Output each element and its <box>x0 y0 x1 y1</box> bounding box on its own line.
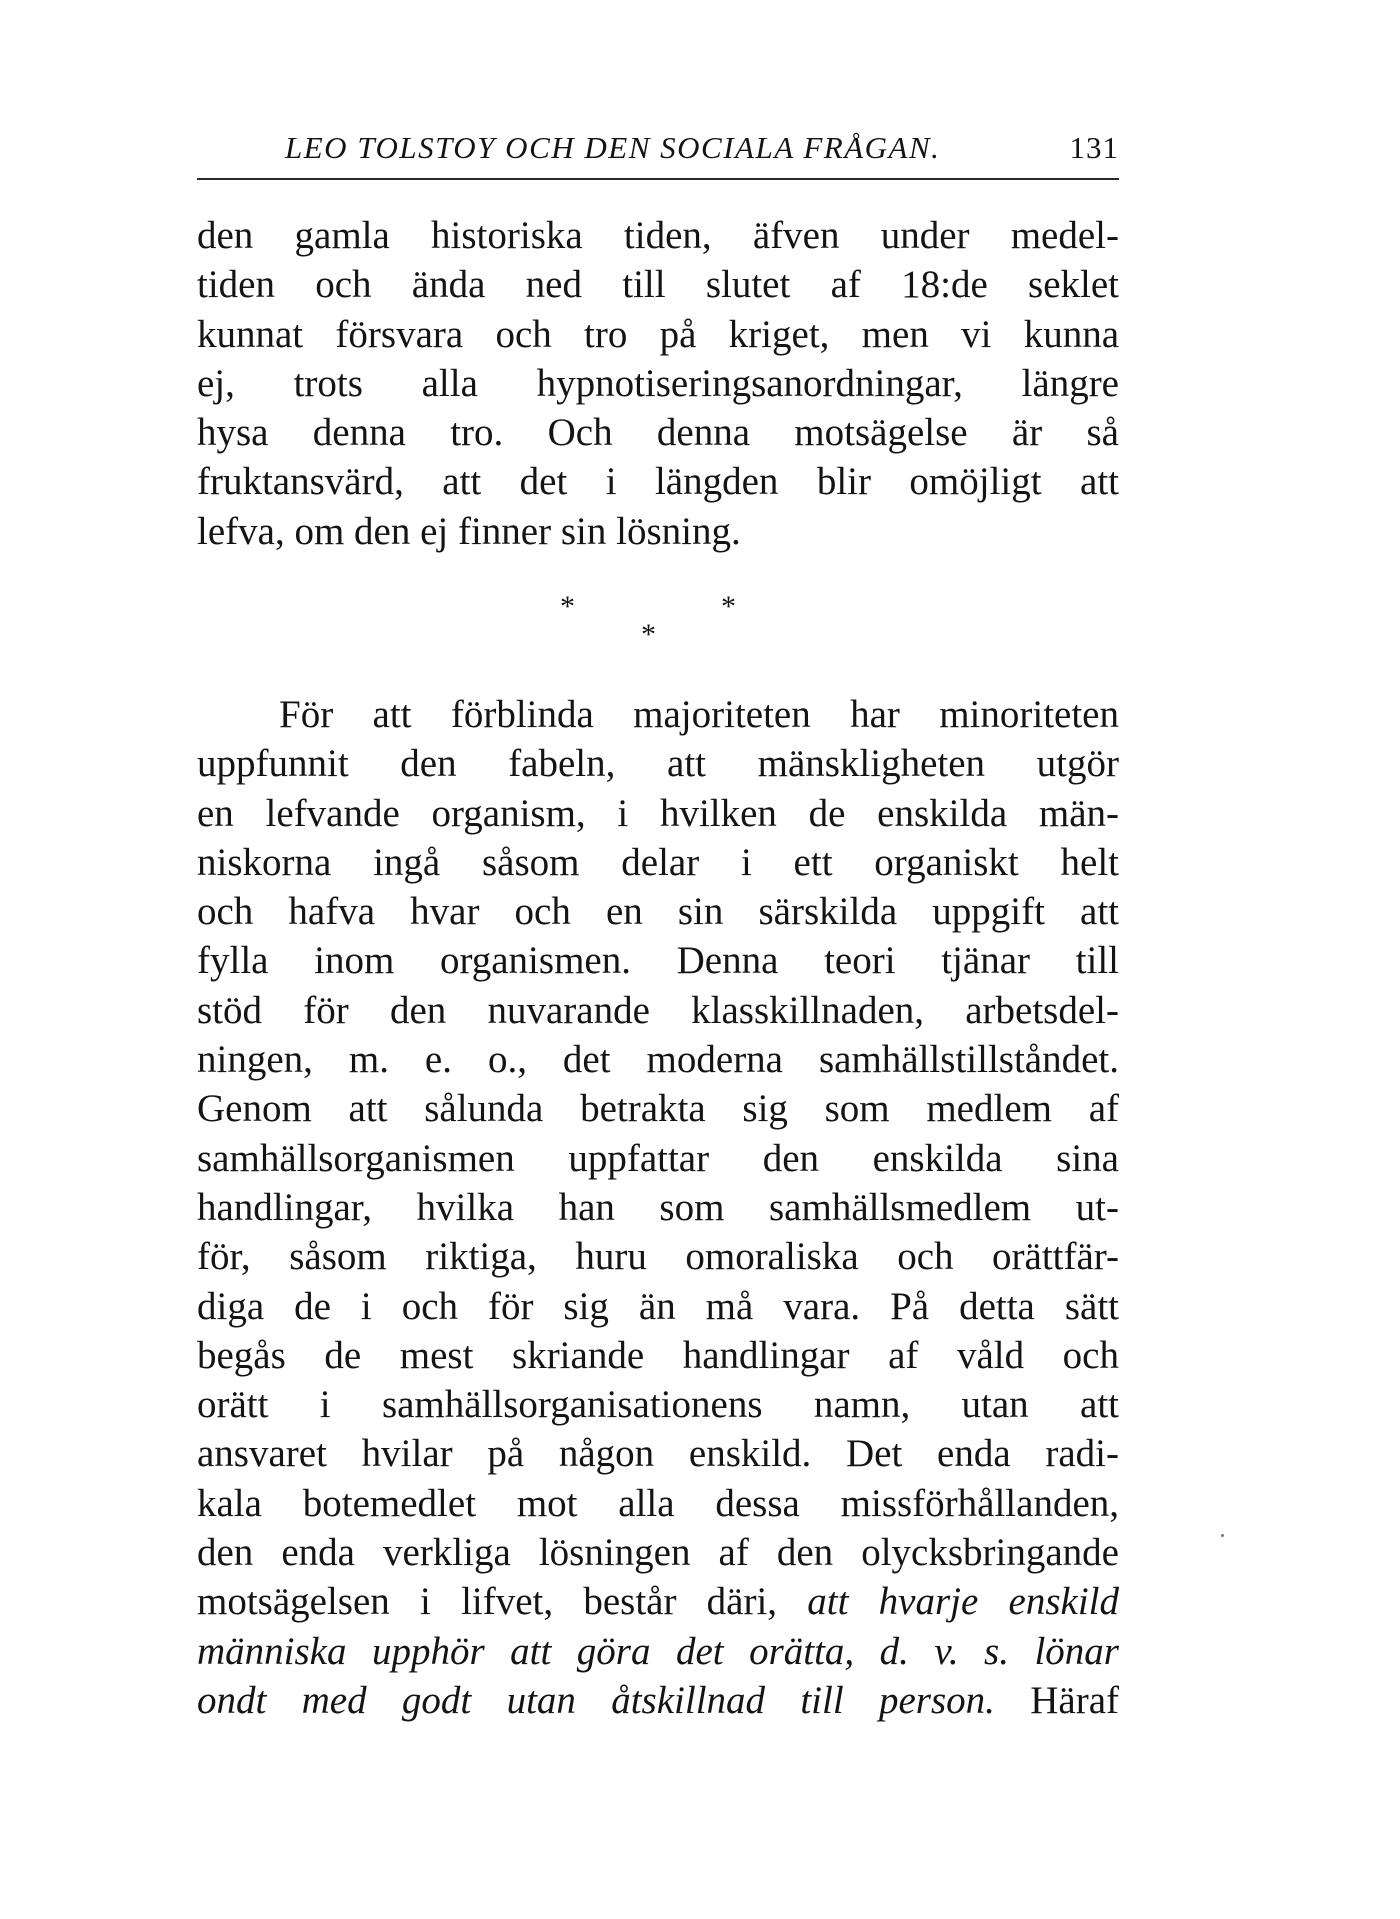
text-line: fylla inom organismen. Denna teori tjänar till <box>197 939 1119 983</box>
asterisk-mark: * <box>721 590 736 623</box>
running-head-title: LEO TOLSTOY OCH DEN SOCIALA FRÅGAN. <box>285 130 941 165</box>
text-line: handlingar, hvilka han som samhällsmedlem ut- <box>197 1185 1119 1229</box>
text-italic: att hvarje enskild <box>807 1580 1119 1624</box>
text-roman: motsägelsen i lifvet, består däri, <box>197 1580 808 1624</box>
text-line-mixed <box>197 1577 1119 1626</box>
asterisk-mark: * <box>560 590 575 623</box>
text-line: ansvaret hvilar på någon enskild. Det enda radi- <box>197 1432 1119 1476</box>
text-line: uppfunnit den fabeln, att mänskligheten utgör <box>197 742 1119 786</box>
text-line: kunnat försvara och tro på kriget, men vi kunna <box>197 312 1119 356</box>
text-line-mixed <box>197 1676 1119 1725</box>
text-line: samhällsorganismen uppfattar den enskilda sina <box>197 1136 1119 1180</box>
text-line: Genom att sålunda betrakta sig som medlem af <box>197 1087 1119 1131</box>
text-line: den gamla historiska tiden, äfven under medel- <box>197 214 1119 257</box>
text-line: och hafva hvar och en sin särskilda uppgift att <box>197 890 1119 934</box>
text-line-italic <box>197 1627 1119 1676</box>
text-line: för, såsom riktiga, huru omoraliska och orättfär- <box>197 1235 1119 1279</box>
section-break-asterism <box>197 590 1119 650</box>
page-number: 131 <box>1069 130 1119 165</box>
paragraph-2 <box>197 690 1119 1725</box>
asterisk-mark: * <box>641 618 656 651</box>
text-line: kala botemedlet mot alla dessa missförhållanden, <box>197 1481 1119 1525</box>
text-line: ej, trots alla hypnotiseringsanordningar, längre <box>197 361 1119 405</box>
text-italic: människa upphör att göra det orätta, d. v. s. lönar <box>197 1629 1119 1673</box>
text-line: ningen, m. e. o., det moderna samhällstillståndet. <box>197 1038 1119 1082</box>
text-line: lefva, om den ej finner sin lösning. <box>197 509 741 553</box>
text-line: diga de i och för sig än må vara. På detta sätt <box>197 1284 1119 1328</box>
text-line: den enda verkliga lösningen af den olycksbringande <box>197 1531 1119 1575</box>
text-line: orätt i samhällsorganisationens namn, utan att <box>197 1383 1119 1427</box>
running-head <box>197 126 1119 180</box>
text-line: tiden och ända ned till slutet af 18:de seklet <box>197 263 1119 307</box>
text-roman: Häraf <box>994 1678 1119 1722</box>
text-line: stöd för den nuvarande klasskillnaden, arbetsdel- <box>197 988 1119 1032</box>
text-line: fruktansvärd, att det i längden blir omöjligt att <box>197 460 1119 504</box>
text-line: niskorna ingå såsom delar i ett organiskt helt <box>197 840 1119 884</box>
paragraph-1 <box>197 211 1119 556</box>
text-line: begås de mest skriande handlingar af våld och <box>197 1333 1119 1377</box>
text-line: en lefvande organism, i hvilken de enskilda män- <box>197 791 1119 835</box>
text-italic: ondt med godt utan åtskillnad till person. <box>197 1678 995 1722</box>
book-page <box>197 0 1119 1919</box>
text-line: För att förblinda majoriteten har minoriteten <box>279 693 1119 736</box>
text-line: hysa denna tro. Och denna motsägelse är så <box>197 411 1119 455</box>
paper-speck <box>1221 1534 1224 1537</box>
